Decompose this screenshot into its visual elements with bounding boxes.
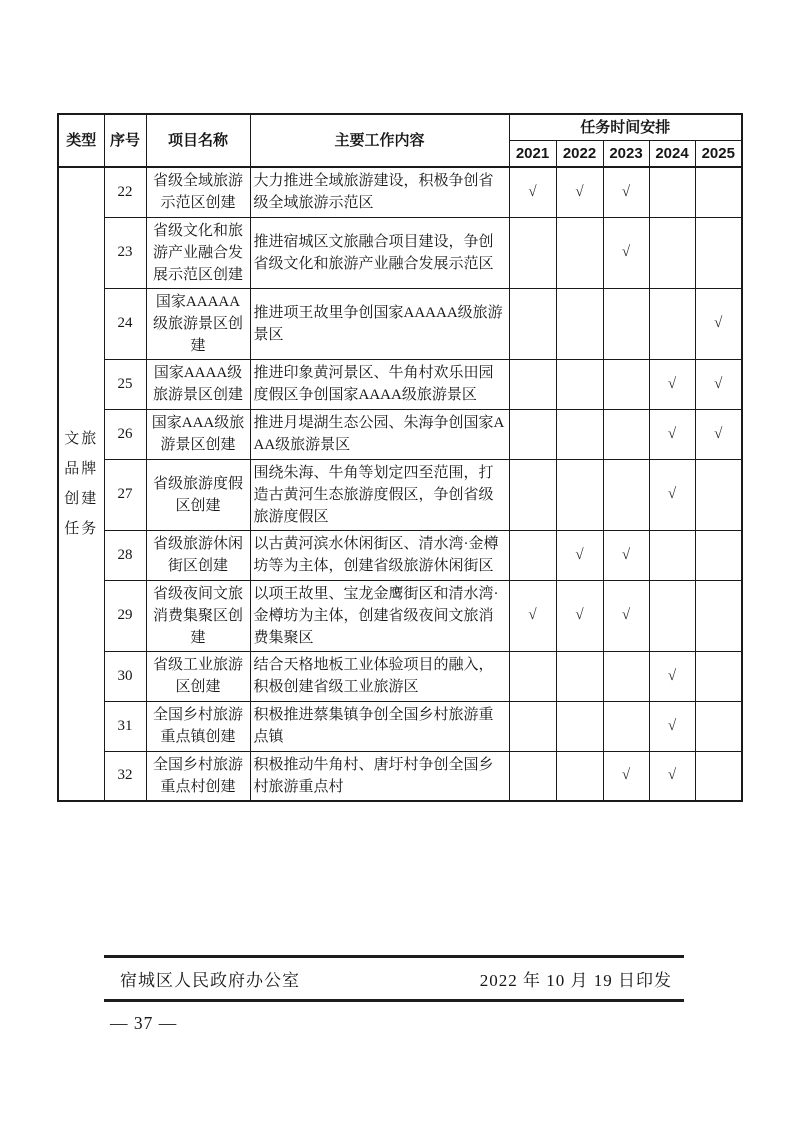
table-row	[58, 530, 742, 580]
check-cell-2023: √	[603, 167, 649, 217]
category-label-line: 品牌	[64, 461, 99, 477]
check-cell-2023: √	[603, 530, 649, 580]
check-cell-2023	[603, 701, 649, 751]
table-header-row-1	[58, 114, 742, 141]
table-row	[58, 580, 742, 651]
row-index: 26	[104, 409, 146, 459]
check-cell-2021	[509, 701, 556, 751]
document-footer	[104, 955, 684, 1002]
check-cell-2021	[509, 217, 556, 288]
check-cell-2022: √	[556, 580, 603, 651]
work-content: 积极推动牛角村、唐圩村争创全国乡村旅游重点村	[250, 751, 509, 801]
category-label-line: 任务	[64, 521, 99, 537]
table-row	[58, 751, 742, 801]
check-cell-2025	[695, 530, 742, 580]
header-project-name: 项目名称	[146, 114, 250, 167]
check-cell-2025: √	[695, 409, 742, 459]
check-cell-2024: √	[649, 359, 695, 409]
row-index: 25	[104, 359, 146, 409]
header-year-2024: 2024	[649, 141, 695, 168]
check-cell-2024	[649, 580, 695, 651]
check-cell-2022	[556, 751, 603, 801]
check-cell-2023	[603, 651, 649, 701]
page-number: — 37 —	[110, 1013, 178, 1033]
check-cell-2022: √	[556, 530, 603, 580]
project-name: 省级全域旅游示范区创建	[146, 167, 250, 217]
check-cell-2023	[603, 409, 649, 459]
footer-bottom-rule	[104, 999, 684, 1002]
footer-issuer: 宿城区人民政府办公室	[120, 971, 300, 990]
check-cell-2022: √	[556, 167, 603, 217]
check-cell-2022	[556, 409, 603, 459]
project-name: 国家AAAA级旅游景区创建	[146, 359, 250, 409]
row-index: 31	[104, 701, 146, 751]
row-index: 24	[104, 288, 146, 359]
check-cell-2021	[509, 651, 556, 701]
table-row	[58, 359, 742, 409]
category-cell	[58, 167, 104, 801]
project-name: 国家AAA级旅游景区创建	[146, 409, 250, 459]
check-cell-2025	[695, 217, 742, 288]
work-content: 以项王故里、宝龙金鹰街区和清水湾·金樽坊为主体，创建省级夜间文旅消费集聚区	[250, 580, 509, 651]
check-cell-2022	[556, 288, 603, 359]
table-row	[58, 701, 742, 751]
work-content: 推进项王故里争创国家AAAAA级旅游景区	[250, 288, 509, 359]
header-type: 类型	[58, 114, 104, 167]
header-schedule: 任务时间安排	[509, 114, 742, 141]
check-cell-2024: √	[649, 459, 695, 530]
header-year-2023: 2023	[603, 141, 649, 168]
header-year-2025: 2025	[695, 141, 742, 168]
check-cell-2025	[695, 651, 742, 701]
check-cell-2021: √	[509, 580, 556, 651]
check-cell-2025	[695, 580, 742, 651]
project-name: 省级旅游度假区创建	[146, 459, 250, 530]
table-row	[58, 167, 742, 217]
work-content: 以古黄河滨水休闲街区、清水湾·金樽坊等为主体，创建省级旅游休闲街区	[250, 530, 509, 580]
check-cell-2024	[649, 530, 695, 580]
check-cell-2023: √	[603, 751, 649, 801]
check-cell-2021	[509, 530, 556, 580]
table-row	[58, 217, 742, 288]
check-cell-2023	[603, 459, 649, 530]
check-cell-2023: √	[603, 217, 649, 288]
work-content: 推进月堤湖生态公园、朱海争创国家AAA级旅游景区	[250, 409, 509, 459]
check-cell-2024: √	[649, 409, 695, 459]
work-content: 推进宿城区文旅融合项目建设，争创省级文化和旅游产业融合发展示范区	[250, 217, 509, 288]
check-cell-2025	[695, 459, 742, 530]
check-cell-2022	[556, 359, 603, 409]
check-cell-2022	[556, 701, 603, 751]
check-cell-2021	[509, 459, 556, 530]
check-cell-2021	[509, 288, 556, 359]
project-name: 省级旅游休闲街区创建	[146, 530, 250, 580]
work-content: 积极推进蔡集镇争创全国乡村旅游重点镇	[250, 701, 509, 751]
check-cell-2024	[649, 217, 695, 288]
check-cell-2025	[695, 751, 742, 801]
project-name: 全国乡村旅游重点村创建	[146, 751, 250, 801]
check-cell-2022	[556, 217, 603, 288]
check-cell-2024	[649, 167, 695, 217]
row-index: 22	[104, 167, 146, 217]
table-row	[58, 459, 742, 530]
header-main-content: 主要工作内容	[250, 114, 509, 167]
check-cell-2024: √	[649, 751, 695, 801]
project-name: 省级工业旅游区创建	[146, 651, 250, 701]
check-cell-2021	[509, 359, 556, 409]
check-cell-2021	[509, 409, 556, 459]
check-cell-2025: √	[695, 288, 742, 359]
row-index: 27	[104, 459, 146, 530]
work-content: 大力推进全域旅游建设，积极争创省级全域旅游示范区	[250, 167, 509, 217]
header-year-2021: 2021	[509, 141, 556, 168]
check-cell-2024: √	[649, 701, 695, 751]
check-cell-2025	[695, 701, 742, 751]
header-index: 序号	[104, 114, 146, 167]
row-index: 23	[104, 217, 146, 288]
project-name: 国家AAAAA级旅游景区创建	[146, 288, 250, 359]
check-cell-2023	[603, 359, 649, 409]
table-row	[58, 288, 742, 359]
check-cell-2025: √	[695, 359, 742, 409]
work-content: 推进印象黄河景区、牛角村欢乐田园度假区争创国家AAAA级旅游景区	[250, 359, 509, 409]
check-cell-2023	[603, 288, 649, 359]
check-cell-2022	[556, 651, 603, 701]
project-name: 省级文化和旅游产业融合发展示范区创建	[146, 217, 250, 288]
work-content: 围绕朱海、牛角等划定四至范围，打造古黄河生态旅游度假区，争创省级旅游度假区	[250, 459, 509, 530]
category-label-line: 创建	[64, 491, 99, 507]
row-index: 32	[104, 751, 146, 801]
check-cell-2023: √	[603, 580, 649, 651]
category-label-line: 文旅	[64, 431, 99, 447]
project-name: 省级夜间文旅消费集聚区创建	[146, 580, 250, 651]
header-year-2022: 2022	[556, 141, 603, 168]
project-name: 全国乡村旅游重点镇创建	[146, 701, 250, 751]
work-content: 结合天格地板工业体验项目的融入，积极创建省级工业旅游区	[250, 651, 509, 701]
check-cell-2021: √	[509, 167, 556, 217]
check-cell-2021	[509, 751, 556, 801]
row-index: 29	[104, 580, 146, 651]
check-cell-2022	[556, 459, 603, 530]
row-index: 28	[104, 530, 146, 580]
task-schedule-table	[57, 113, 743, 802]
footer-print-date: 2022 年 10 月 19 日印发	[479, 971, 672, 990]
check-cell-2024	[649, 288, 695, 359]
check-cell-2025	[695, 167, 742, 217]
check-cell-2024: √	[649, 651, 695, 701]
table-row	[58, 651, 742, 701]
table-row	[58, 409, 742, 459]
row-index: 30	[104, 651, 146, 701]
